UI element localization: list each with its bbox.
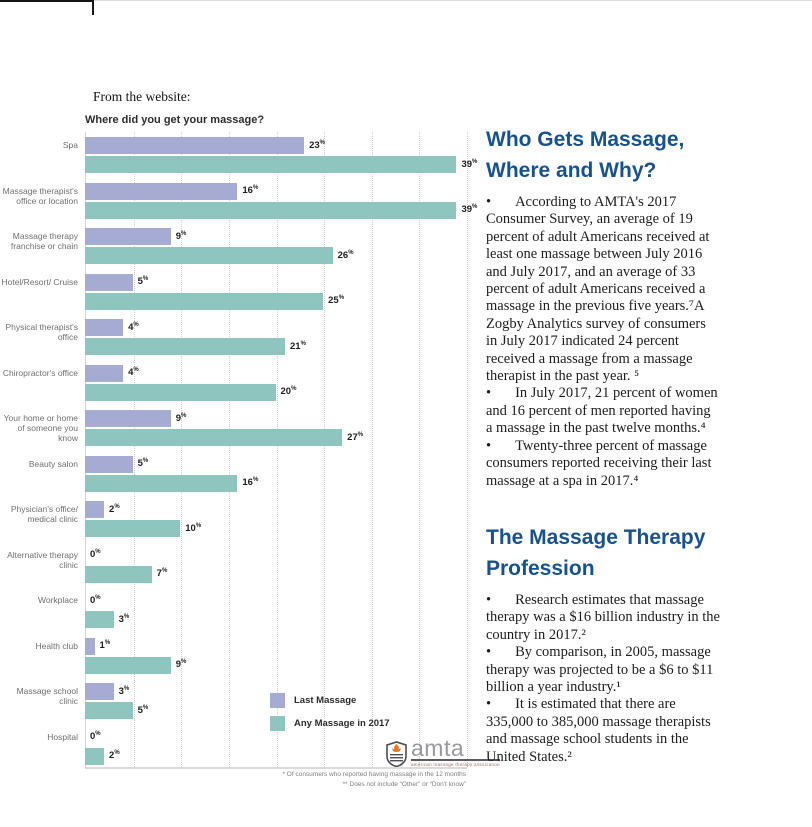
page-edge-line-light bbox=[92, 0, 812, 1]
amta-wordmark-text: amta bbox=[411, 738, 500, 761]
category-label: Physician's office/ medical clinic bbox=[10, 504, 78, 525]
bar-value-label: 7% bbox=[156, 568, 168, 580]
percent-sign: % bbox=[133, 321, 139, 328]
bar-line bbox=[85, 410, 466, 427]
bar-any-massage-in-2017 bbox=[85, 429, 342, 446]
gridline bbox=[467, 132, 468, 767]
category-label: Massage school clinic bbox=[16, 686, 78, 707]
bar-any-massage-in-2017 bbox=[85, 338, 285, 355]
legend-entry bbox=[270, 693, 390, 708]
percent-sign: % bbox=[181, 659, 187, 666]
chart-row bbox=[0, 587, 466, 633]
bar-value-label: 3% bbox=[118, 685, 130, 698]
chart-legend bbox=[270, 693, 390, 739]
bar-any-massage-in-2017 bbox=[85, 156, 456, 173]
bar-any-massage-in-2017 bbox=[85, 748, 104, 765]
percent-sign: % bbox=[95, 731, 101, 738]
bar-value-label: 0% bbox=[90, 594, 101, 607]
category-bars bbox=[85, 314, 466, 360]
bar-value-label: 5% bbox=[137, 704, 149, 717]
percent-sign: % bbox=[252, 185, 259, 192]
amta-shield-icon bbox=[386, 741, 407, 767]
percent-sign: % bbox=[104, 640, 111, 647]
percent-sign: % bbox=[142, 704, 149, 711]
category-label: Your home or home of someone you know bbox=[3, 413, 78, 444]
bar-last-massage bbox=[85, 183, 237, 200]
percent-sign: % bbox=[357, 431, 364, 438]
bar-value-label: 27% bbox=[347, 431, 364, 444]
percent-sign: % bbox=[161, 568, 168, 575]
bar-value-label: 0% bbox=[90, 731, 101, 743]
bar-any-massage-in-2017 bbox=[85, 475, 237, 492]
amta-wordmark-subtext: american massage therapy association bbox=[411, 762, 500, 767]
bar-line bbox=[85, 384, 466, 401]
from-website-label: From the website: bbox=[93, 89, 191, 104]
bar-value-label: 39% bbox=[461, 204, 478, 216]
bar-line bbox=[85, 247, 466, 264]
category-bars bbox=[85, 223, 466, 269]
bar-value-label: 5% bbox=[137, 458, 149, 470]
percent-sign: % bbox=[338, 295, 345, 302]
legend-swatch bbox=[270, 693, 285, 708]
bar-last-massage bbox=[85, 137, 304, 154]
chart-footnote-1: * Of consumers who reported having massage in the 12 months bbox=[282, 771, 466, 778]
bar-value-label: 3% bbox=[118, 613, 130, 626]
bar-value-label: 26% bbox=[337, 249, 354, 262]
category-bars bbox=[85, 360, 466, 406]
bar-line bbox=[85, 202, 478, 219]
bar-last-massage bbox=[85, 274, 133, 291]
bullet-paragraph bbox=[486, 385, 720, 437]
bar-line bbox=[85, 274, 466, 291]
percent-sign: % bbox=[114, 750, 120, 757]
bar-value-label: 0% bbox=[90, 549, 101, 561]
bar-value-label: 16% bbox=[242, 477, 259, 489]
page-edge-tick bbox=[92, 0, 94, 15]
bullet-text: By comparison, in 2005, massage therapy was projected to be a $6 to $11 billion a year industry.¹ bbox=[486, 644, 714, 695]
chart-row bbox=[0, 542, 466, 588]
bar-line bbox=[85, 547, 466, 564]
bullet-paragraph bbox=[486, 696, 720, 766]
bar-value-label: 9% bbox=[175, 412, 187, 425]
category-label: Workplace bbox=[38, 595, 78, 605]
bullet-marker: • bbox=[486, 385, 492, 402]
category-label: Chiropractor's office bbox=[2, 367, 78, 378]
bar-value-label: 1% bbox=[99, 640, 111, 652]
chart-footnote-2: ** Does not include “Other” or “Don't know” bbox=[342, 781, 466, 789]
percent-sign: % bbox=[181, 230, 187, 237]
bar-line bbox=[85, 456, 466, 473]
category-label: Health club bbox=[35, 640, 78, 651]
massage-location-chart bbox=[0, 114, 478, 769]
category-bars bbox=[85, 542, 466, 588]
bar-last-massage bbox=[85, 365, 123, 382]
bar-value-label: 21% bbox=[290, 340, 306, 353]
bullet-marker: • bbox=[486, 194, 492, 210]
percent-sign: % bbox=[181, 412, 187, 419]
bar-value-label: 4% bbox=[128, 367, 139, 379]
bar-line bbox=[85, 501, 466, 518]
percent-sign: % bbox=[472, 204, 478, 211]
bar-any-massage-in-2017 bbox=[85, 247, 333, 264]
chart-row bbox=[0, 451, 466, 497]
bar-line bbox=[85, 183, 466, 200]
chart-title: Where did you get your massage? bbox=[85, 114, 265, 126]
bullet-paragraph bbox=[486, 592, 720, 644]
bar-value-label: 2% bbox=[109, 503, 120, 516]
legend-swatch bbox=[270, 716, 285, 731]
bullet-paragraph bbox=[486, 438, 720, 490]
category-label: Alternative therapy clinic bbox=[7, 549, 78, 570]
legend-entry bbox=[270, 716, 390, 731]
bar-line bbox=[85, 657, 466, 674]
bar-value-label: 5% bbox=[137, 276, 149, 288]
bullet-text: Twenty-three percent of massage consumers reported receiving their last massage at a spa in 2017.⁴ bbox=[486, 437, 712, 489]
chart-row bbox=[0, 633, 466, 679]
bar-last-massage bbox=[85, 228, 171, 245]
percent-sign: % bbox=[95, 594, 101, 601]
percent-sign: % bbox=[142, 458, 149, 465]
bar-value-label: 25% bbox=[328, 295, 345, 307]
bar-value-label: 4% bbox=[128, 321, 139, 334]
percent-sign: % bbox=[291, 386, 297, 393]
chart-row bbox=[0, 178, 478, 224]
bar-last-massage bbox=[85, 410, 171, 427]
category-bars bbox=[85, 132, 478, 178]
bar-line bbox=[85, 611, 466, 628]
bullet-text: It is estimated that there are 335,000 to 385,000 massage therapists and massage school students in the United States.² bbox=[486, 696, 711, 765]
percent-sign: % bbox=[142, 276, 149, 283]
bullet-marker: • bbox=[486, 644, 492, 661]
bar-line bbox=[85, 228, 466, 245]
bar-any-massage-in-2017 bbox=[85, 293, 323, 310]
percent-sign: % bbox=[472, 158, 478, 165]
bar-last-massage bbox=[85, 456, 133, 473]
category-label: Physical therapist's office bbox=[5, 322, 78, 343]
legend-label: Any Massage in 2017 bbox=[294, 718, 390, 729]
percent-sign: % bbox=[123, 685, 130, 692]
bar-value-label: 10% bbox=[185, 522, 202, 535]
amta-logo bbox=[386, 735, 500, 767]
chart-footnotes bbox=[180, 770, 466, 790]
bullet-text: According to AMTA's 2017 Consumer Survey, an average of 19 percent of adult Americans received at least one massage between July 2016 and July 2017, and an average of 33 percent of adult Americans received a massage in the previous five years.⁷A Zogby Analytics survey of consumers in July 2017 indicated 24 percent received a massage from a massage therapist in the past year. ⁵ bbox=[486, 194, 710, 385]
bullet-marker: • bbox=[486, 437, 492, 454]
bar-last-massage bbox=[85, 683, 114, 700]
bullet-text: In July 2017, 21 percent of women and 16 percent of men reported having a massage in the past twelve months.⁴ bbox=[486, 385, 718, 437]
chart-row bbox=[0, 496, 466, 542]
bar-line bbox=[85, 566, 466, 583]
percent-sign: % bbox=[123, 613, 130, 620]
bar-line bbox=[85, 293, 466, 310]
bar-line bbox=[85, 137, 466, 154]
percent-sign: % bbox=[114, 503, 120, 510]
chart-row bbox=[0, 678, 466, 724]
category-label: Beauty salon bbox=[28, 458, 78, 469]
bar-value-label: 23% bbox=[309, 139, 325, 152]
chart-rows bbox=[0, 132, 478, 767]
chart-row bbox=[0, 360, 466, 406]
bar-line bbox=[85, 592, 466, 609]
bar-last-massage bbox=[85, 319, 123, 336]
chart-plot-area bbox=[0, 132, 478, 769]
bar-last-massage bbox=[85, 638, 95, 655]
page-edge-line-dark bbox=[0, 0, 92, 2]
bar-line bbox=[85, 475, 466, 492]
bar-line bbox=[85, 338, 466, 355]
bar-line bbox=[85, 429, 466, 446]
percent-sign: % bbox=[348, 249, 354, 256]
category-bars bbox=[85, 269, 466, 315]
bullet-paragraph bbox=[486, 644, 720, 696]
category-bars bbox=[85, 587, 466, 633]
percent-sign: % bbox=[252, 477, 259, 484]
chart-row bbox=[0, 314, 466, 360]
bar-line bbox=[85, 365, 466, 382]
percent-sign: % bbox=[195, 522, 202, 529]
bar-any-massage-in-2017 bbox=[85, 611, 114, 628]
bar-any-massage-in-2017 bbox=[85, 202, 456, 219]
bar-any-massage-in-2017 bbox=[85, 384, 276, 401]
percent-sign: % bbox=[300, 340, 306, 347]
bullet-paragraph bbox=[486, 194, 720, 385]
chart-row bbox=[0, 223, 466, 269]
bullet-text: Research estimates that massage therapy was a $16 billion industry in the country in 2017.² bbox=[486, 591, 720, 643]
category-label: Massage therapy franchise or chain bbox=[10, 231, 78, 252]
bar-last-massage bbox=[85, 501, 104, 518]
category-bars bbox=[85, 405, 466, 451]
bar-any-massage-in-2017 bbox=[85, 657, 171, 674]
bar-line bbox=[85, 156, 478, 173]
bar-line bbox=[85, 638, 466, 655]
percent-sign: % bbox=[95, 549, 101, 556]
section-heading-massage-profession: The Massage Therapy Profession bbox=[486, 525, 706, 580]
category-bars bbox=[85, 178, 478, 224]
bar-line bbox=[85, 520, 466, 537]
section-heading-who-gets-massage: Who Gets Massage, Where and Why? bbox=[486, 128, 685, 182]
percent-sign: % bbox=[133, 367, 139, 374]
category-label: Hotel/Resort/ Cruise bbox=[1, 276, 78, 287]
chart-row bbox=[0, 405, 466, 451]
bar-value-label: 16% bbox=[242, 185, 259, 197]
chart-row bbox=[0, 269, 466, 315]
category-label: Hospital bbox=[47, 731, 78, 742]
bar-line bbox=[85, 319, 466, 336]
bar-value-label: 39% bbox=[461, 158, 478, 171]
category-bars bbox=[85, 633, 466, 679]
bar-any-massage-in-2017 bbox=[85, 702, 133, 719]
category-bars bbox=[85, 496, 466, 542]
bar-value-label: 20% bbox=[280, 386, 297, 398]
chart-row bbox=[0, 132, 478, 178]
category-label: Massage therapist's office or location bbox=[2, 185, 78, 206]
bar-value-label: 9% bbox=[175, 230, 187, 243]
bullet-marker: • bbox=[486, 591, 492, 608]
bullet-marker: • bbox=[486, 696, 492, 713]
bar-value-label: 2% bbox=[109, 750, 120, 762]
bar-any-massage-in-2017 bbox=[85, 520, 180, 537]
legend-label: Last Massage bbox=[294, 695, 357, 706]
bar-any-massage-in-2017 bbox=[85, 566, 152, 583]
category-bars bbox=[85, 451, 466, 497]
category-label: Spa bbox=[62, 140, 78, 150]
bar-value-label: 9% bbox=[175, 659, 187, 671]
percent-sign: % bbox=[319, 139, 325, 146]
article-column bbox=[486, 124, 720, 766]
